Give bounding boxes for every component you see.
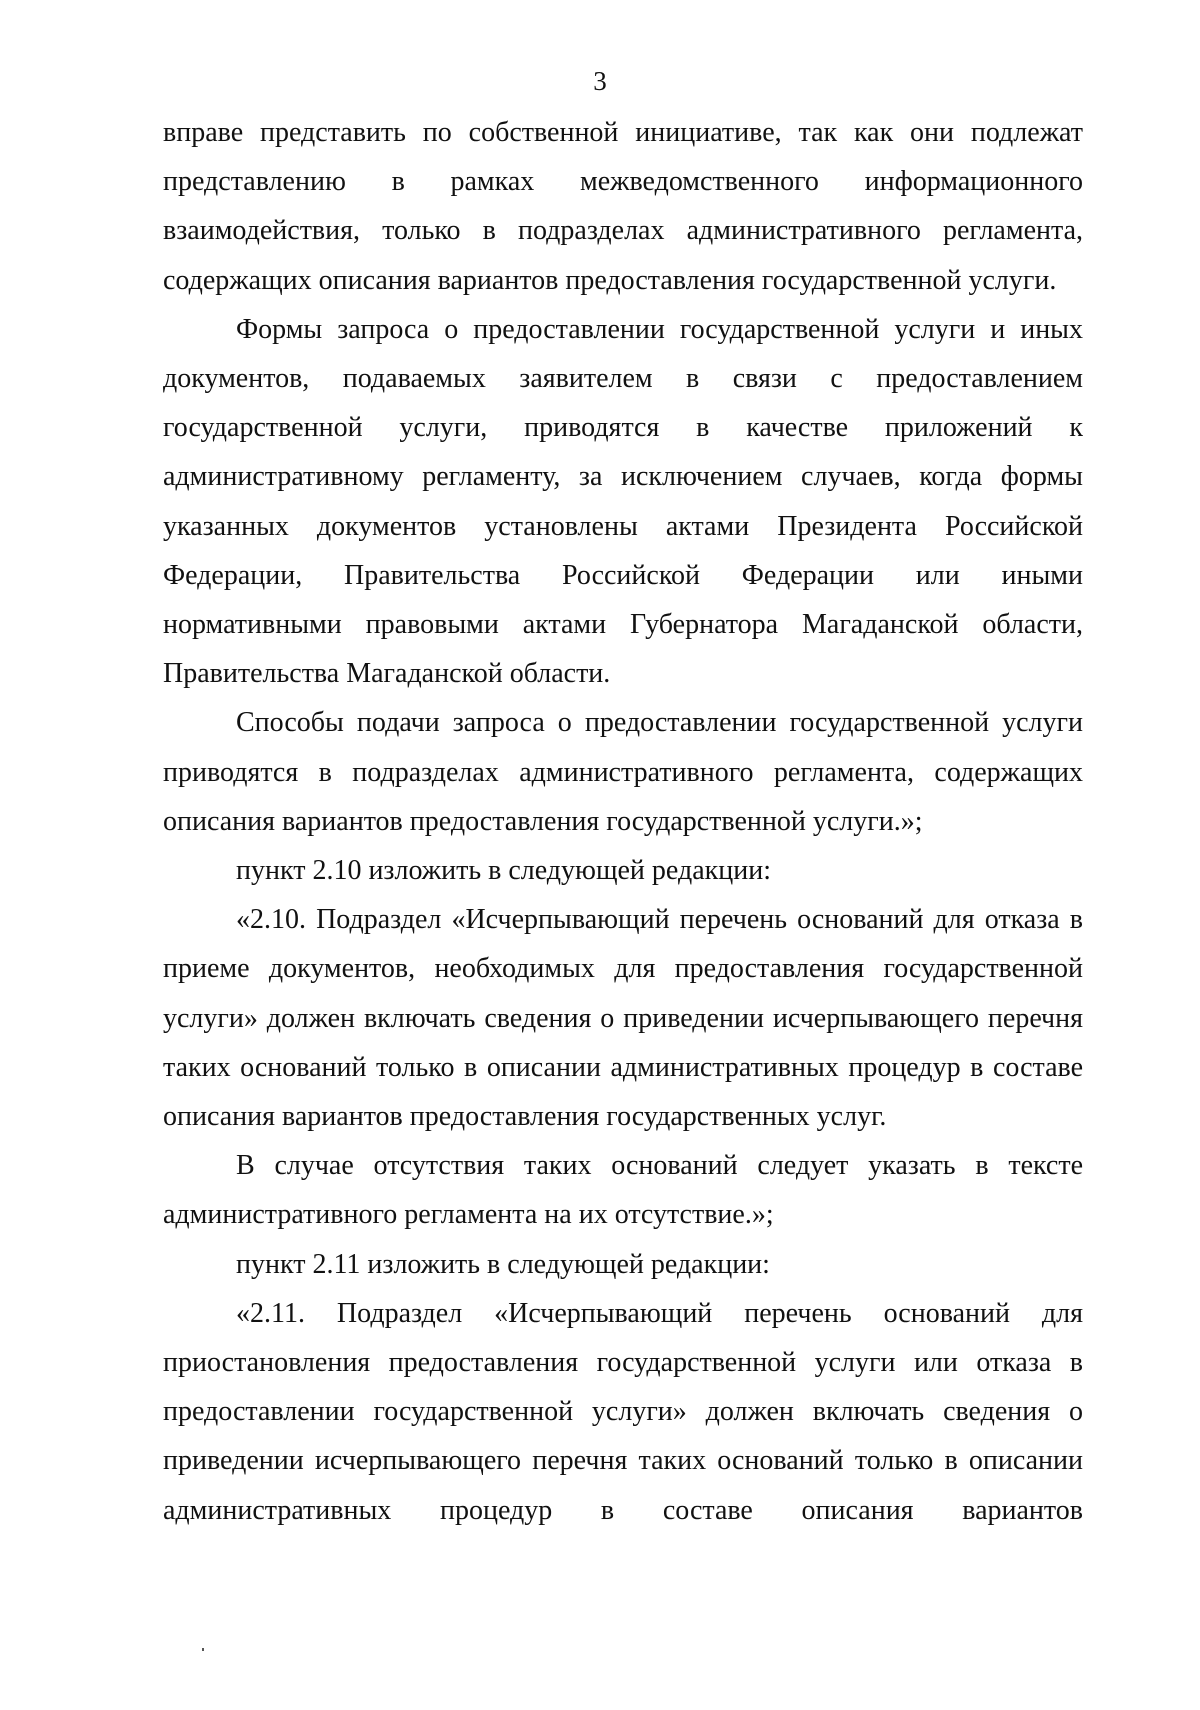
paragraph: В случае отсутствия таких оснований следует указать в тексте административного регламента на их отсутствие.»; [163, 1150, 1083, 1231]
document-body [163, 108, 1083, 1535]
paragraph: пункт 2.10 изложить в следующей редакции: [236, 855, 771, 887]
paragraph: «2.10. Подраздел «Исчерпывающий перечень оснований для отказа в приеме документов, необходимых для предоставления государственной услуги» должен включать сведения о приведении исчерпывающего перечня таких оснований только в описании административных процедур в составе описания вариантов предоставления государственных услуг. [163, 904, 1083, 1133]
paragraph: вправе представить по собственной инициативе, так как они подлежат представлению в рамках межведомственного информационного взаимодействия, только в подразделах административного регламента, содержащих описания вариантов предоставления государственной услуги. [163, 117, 1083, 296]
scan-speck [202, 1648, 204, 1651]
paragraph: пункт 2.11 изложить в следующей редакции: [236, 1248, 770, 1280]
paragraph: Формы запроса о предоставлении государственной услуги и иных документов, подаваемых заявителем в связи с предоставлением государственной услуги, приводятся в качестве приложений к административному регламенту, за исключением случаев, когда формы указанных документов установлены актами Президента Российской Федерации, Правительства Российской Федерации или иными нормативными правовыми актами Губернатора Магаданской области, Правительства Магаданской области. [163, 313, 1083, 690]
page-number: 3 [593, 66, 607, 96]
paragraph: Способы подачи запроса о предоставлении государственной услуги приводятся в подразделах административного регламента, содержащих описания вариантов предоставления государственной услуги.»; [163, 707, 1083, 837]
paragraph: «2.11. Подраздел «Исчерпывающий перечень оснований для приостановления предоставления государственной услуги или отказа в предоставлении государственной услуги» должен включать сведения о приведении исчерпывающего перечня таких оснований только в описании административных процедур в составе описания вариантов [163, 1297, 1083, 1526]
